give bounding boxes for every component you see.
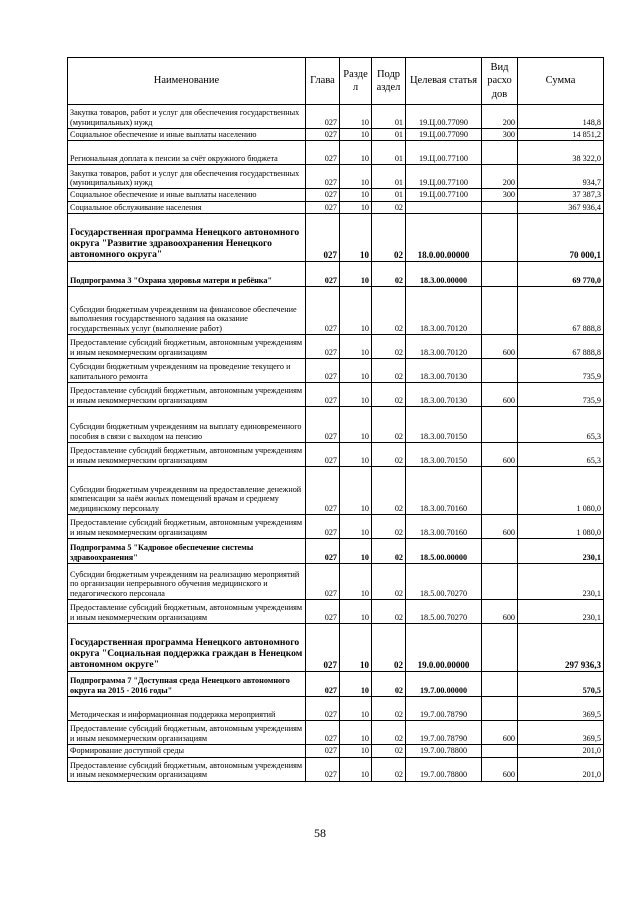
row-section: 10 <box>340 467 372 515</box>
row-chapter: 027 <box>306 189 340 201</box>
table-row <box>68 189 604 201</box>
row-type: 300 <box>482 189 518 201</box>
row-sum: 230,1 <box>518 564 604 600</box>
row-type <box>482 287 518 335</box>
row-sum: 735,9 <box>518 383 604 407</box>
row-chapter: 027 <box>306 624 340 672</box>
row-chapter: 027 <box>306 515 340 539</box>
row-type <box>482 539 518 564</box>
row-chapter: 027 <box>306 721 340 745</box>
header-sum: Сумма <box>518 58 604 105</box>
row-section: 10 <box>340 745 372 757</box>
row-type <box>482 745 518 757</box>
row-subsection: 01 <box>372 165 406 189</box>
row-target: 19.Ц.00.77090 <box>406 105 482 129</box>
row-sum: 1 080,0 <box>518 515 604 539</box>
row-chapter: 027 <box>306 359 340 383</box>
row-section: 10 <box>340 359 372 383</box>
row-type <box>482 564 518 600</box>
row-target: 18.5.00.70270 <box>406 564 482 600</box>
row-target: 19.7.00.78790 <box>406 721 482 745</box>
row-name: Предоставление субсидий бюджетным, автономным учреждениям и иным некоммерческим организациям <box>68 335 306 359</box>
row-sum: 67 888,8 <box>518 335 604 359</box>
row-chapter: 027 <box>306 539 340 564</box>
row-target: 19.7.00.00000 <box>406 672 482 697</box>
row-target: 18.0.00.00000 <box>406 214 482 262</box>
row-section: 10 <box>340 624 372 672</box>
row-name: Субсидии бюджетным учреждениям на проведение текущего и капитального ремонта <box>68 359 306 383</box>
row-sum: 230,1 <box>518 539 604 564</box>
row-sum: 37 387,3 <box>518 189 604 201</box>
header-section: Разде л <box>340 58 372 105</box>
row-name: Подпрограмма 5 "Кадровое обеспечение системы здравоохранения" <box>68 539 306 564</box>
row-chapter: 027 <box>306 129 340 141</box>
table-row <box>68 165 604 189</box>
row-name: Социальное обеспечение и иные выплаты населению <box>68 189 306 201</box>
row-sum: 148,8 <box>518 105 604 129</box>
row-type <box>482 262 518 287</box>
row-subsection: 01 <box>372 189 406 201</box>
row-name: Региональная доплата к пенсии за счёт окружного бюджета <box>68 141 306 165</box>
row-section: 10 <box>340 443 372 467</box>
row-subsection: 02 <box>372 262 406 287</box>
row-section: 10 <box>340 697 372 721</box>
row-type <box>482 467 518 515</box>
row-subsection: 02 <box>372 624 406 672</box>
row-chapter: 027 <box>306 745 340 757</box>
row-target <box>406 201 482 213</box>
row-sum: 201,0 <box>518 745 604 757</box>
row-section: 10 <box>340 189 372 201</box>
row-type: 300 <box>482 129 518 141</box>
row-name: Методическая и информационная поддержка мероприятий <box>68 697 306 721</box>
header-row <box>68 58 604 105</box>
row-name: Подпрограмма 7 "Доступная среда Ненецкого автономного округа на 2015 - 2016 годы" <box>68 672 306 697</box>
row-subsection: 02 <box>372 287 406 335</box>
row-target: 19.7.00.78790 <box>406 697 482 721</box>
table-row <box>68 539 604 564</box>
row-section: 10 <box>340 757 372 781</box>
row-chapter: 027 <box>306 165 340 189</box>
row-subsection: 02 <box>372 407 406 443</box>
row-target: 18.3.00.70160 <box>406 467 482 515</box>
row-section: 10 <box>340 672 372 697</box>
row-chapter: 027 <box>306 600 340 624</box>
row-sum: 570,5 <box>518 672 604 697</box>
table-row <box>68 745 604 757</box>
row-name: Предоставление субсидий бюджетным, автономным учреждениям и иным некоммерческим организациям <box>68 600 306 624</box>
row-chapter: 027 <box>306 443 340 467</box>
row-target: 19.Ц.00.77100 <box>406 189 482 201</box>
table-row <box>68 467 604 515</box>
row-target: 18.3.00.70120 <box>406 287 482 335</box>
header-chapter: Глава <box>306 58 340 105</box>
row-sum: 70 000,1 <box>518 214 604 262</box>
table-row <box>68 287 604 335</box>
row-section: 10 <box>340 407 372 443</box>
table-row <box>68 105 604 129</box>
row-target: 19.Ц.00.77100 <box>406 165 482 189</box>
row-subsection: 02 <box>372 600 406 624</box>
row-subsection: 02 <box>372 443 406 467</box>
row-subsection: 02 <box>372 201 406 213</box>
row-sum: 65,3 <box>518 443 604 467</box>
table-row <box>68 672 604 697</box>
row-type: 200 <box>482 105 518 129</box>
row-name: Подпрограмма 3 "Охрана здоровья матери и ребёнка" <box>68 262 306 287</box>
table-row <box>68 383 604 407</box>
row-type: 600 <box>482 443 518 467</box>
table-row <box>68 359 604 383</box>
row-name: Предоставление субсидий бюджетным, автономным учреждениям и иным некоммерческим организациям <box>68 515 306 539</box>
row-name: Субсидии бюджетным учреждениям на выплату единовременного пособия в связи с выходом на пенсию <box>68 407 306 443</box>
row-section: 10 <box>340 721 372 745</box>
row-section: 10 <box>340 262 372 287</box>
row-section: 10 <box>340 129 372 141</box>
row-target: 18.3.00.70160 <box>406 515 482 539</box>
row-chapter: 027 <box>306 467 340 515</box>
row-type: 600 <box>482 383 518 407</box>
row-type <box>482 672 518 697</box>
page-number: 58 <box>314 826 326 840</box>
table-row <box>68 262 604 287</box>
row-target: 19.Ц.00.77090 <box>406 129 482 141</box>
row-subsection: 02 <box>372 672 406 697</box>
row-chapter: 027 <box>306 262 340 287</box>
row-section: 10 <box>340 564 372 600</box>
table-row <box>68 407 604 443</box>
row-type <box>482 359 518 383</box>
row-sum: 369,5 <box>518 697 604 721</box>
row-subsection: 02 <box>372 539 406 564</box>
row-section: 10 <box>340 515 372 539</box>
row-subsection: 02 <box>372 564 406 600</box>
row-section: 10 <box>340 335 372 359</box>
row-chapter: 027 <box>306 287 340 335</box>
table-row <box>68 697 604 721</box>
row-sum: 367 936,4 <box>518 201 604 213</box>
row-type: 600 <box>482 515 518 539</box>
row-name: Предоставление субсидий бюджетным, автономным учреждениям и иным некоммерческим организациям <box>68 443 306 467</box>
row-sum: 67 888,8 <box>518 287 604 335</box>
header-type: Вид расхо дов <box>482 58 518 105</box>
row-chapter: 027 <box>306 335 340 359</box>
row-name: Предоставление субсидий бюджетным, автономным учреждениям и иным некоммерческим организациям <box>68 383 306 407</box>
row-name: Социальное обеспечение и иные выплаты населению <box>68 129 306 141</box>
row-subsection: 01 <box>372 141 406 165</box>
table-row <box>68 721 604 745</box>
table-row <box>68 335 604 359</box>
table-row <box>68 201 604 213</box>
row-subsection: 02 <box>372 721 406 745</box>
row-name: Закупка товаров, работ и услуг для обеспечения государственных (муниципальных) нужд <box>68 105 306 129</box>
table-row <box>68 564 604 600</box>
row-target: 18.3.00.70130 <box>406 359 482 383</box>
row-target: 18.5.00.00000 <box>406 539 482 564</box>
row-type <box>482 407 518 443</box>
row-name: Государственная программа Ненецкого автономного округа "Социальная поддержка граждан в Ненецком автономном округе" <box>68 624 306 672</box>
budget-table <box>67 57 604 782</box>
row-target: 18.3.00.70150 <box>406 407 482 443</box>
row-name: Предоставление субсидий бюджетным, автономным учреждениям и иным некоммерческим организациям <box>68 757 306 781</box>
row-section: 10 <box>340 287 372 335</box>
row-sum: 369,5 <box>518 721 604 745</box>
row-section: 10 <box>340 165 372 189</box>
header-target: Целевая статья <box>406 58 482 105</box>
row-section: 10 <box>340 539 372 564</box>
row-type: 200 <box>482 165 518 189</box>
row-sum: 14 851,2 <box>518 129 604 141</box>
row-subsection: 02 <box>372 745 406 757</box>
row-subsection: 02 <box>372 335 406 359</box>
row-subsection: 02 <box>372 467 406 515</box>
table-row <box>68 214 604 262</box>
table-row <box>68 600 604 624</box>
row-type <box>482 201 518 213</box>
row-sum: 38 322,0 <box>518 141 604 165</box>
row-target: 19.0.00.00000 <box>406 624 482 672</box>
row-subsection: 02 <box>372 697 406 721</box>
row-target: 18.5.00.70270 <box>406 600 482 624</box>
row-subsection: 02 <box>372 515 406 539</box>
table-row <box>68 129 604 141</box>
row-name: Субсидии бюджетным учреждениям на предоставление денежной компенсации за наём жилых помещений врачам и среднему медицинскому персоналу <box>68 467 306 515</box>
row-type <box>482 624 518 672</box>
row-chapter: 027 <box>306 105 340 129</box>
table-row <box>68 141 604 165</box>
row-sum: 230,1 <box>518 600 604 624</box>
row-name: Субсидии бюджетным учреждениям на финансовое обеспечение выполнения государственного задания на оказание государственных услуг (выполнение работ) <box>68 287 306 335</box>
row-sum: 69 770,0 <box>518 262 604 287</box>
row-sum: 735,9 <box>518 359 604 383</box>
row-subsection: 02 <box>372 383 406 407</box>
row-chapter: 027 <box>306 672 340 697</box>
row-section: 10 <box>340 141 372 165</box>
row-target: 18.3.00.70130 <box>406 383 482 407</box>
row-sum: 297 936,3 <box>518 624 604 672</box>
row-subsection: 02 <box>372 359 406 383</box>
row-sum: 65,3 <box>518 407 604 443</box>
row-chapter: 027 <box>306 407 340 443</box>
table-row <box>68 624 604 672</box>
row-target: 19.7.00.78800 <box>406 745 482 757</box>
row-type <box>482 214 518 262</box>
row-chapter: 027 <box>306 141 340 165</box>
row-sum: 201,0 <box>518 757 604 781</box>
row-chapter: 027 <box>306 757 340 781</box>
header-name: Наименование <box>68 58 306 105</box>
row-chapter: 027 <box>306 214 340 262</box>
row-subsection: 01 <box>372 129 406 141</box>
row-name: Закупка товаров, работ и услуг для обеспечения государственных (муниципальных) нужд <box>68 165 306 189</box>
row-sum: 934,7 <box>518 165 604 189</box>
table-row <box>68 443 604 467</box>
row-section: 10 <box>340 383 372 407</box>
row-name: Формирование доступной среды <box>68 745 306 757</box>
row-type <box>482 697 518 721</box>
row-section: 10 <box>340 600 372 624</box>
row-type <box>482 141 518 165</box>
row-type: 600 <box>482 335 518 359</box>
table-row <box>68 515 604 539</box>
row-target: 19.7.00.78800 <box>406 757 482 781</box>
table-row <box>68 757 604 781</box>
row-subsection: 01 <box>372 105 406 129</box>
row-chapter: 027 <box>306 383 340 407</box>
row-target: 19.Ц.00.77100 <box>406 141 482 165</box>
row-subsection: 02 <box>372 214 406 262</box>
row-target: 18.3.00.00000 <box>406 262 482 287</box>
row-chapter: 027 <box>306 564 340 600</box>
row-type: 600 <box>482 757 518 781</box>
row-name: Государственная программа Ненецкого автономного округа "Развитие здравоохранения Ненецкого автономного округа" <box>68 214 306 262</box>
row-chapter: 027 <box>306 697 340 721</box>
row-section: 10 <box>340 201 372 213</box>
header-subsection: Подр аздел <box>372 58 406 105</box>
row-name: Предоставление субсидий бюджетным, автономным учреждениям и иным некоммерческим организациям <box>68 721 306 745</box>
row-target: 18.3.00.70120 <box>406 335 482 359</box>
row-type: 600 <box>482 721 518 745</box>
row-name: Субсидии бюджетным учреждениям на реализацию мероприятий по организации непрерывного обучения медицинского и педагогического персонала <box>68 564 306 600</box>
row-target: 18.3.00.70150 <box>406 443 482 467</box>
row-type: 600 <box>482 600 518 624</box>
row-chapter: 027 <box>306 201 340 213</box>
row-section: 10 <box>340 214 372 262</box>
row-section: 10 <box>340 105 372 129</box>
row-subsection: 02 <box>372 757 406 781</box>
row-sum: 1 080,0 <box>518 467 604 515</box>
row-name: Социальное обслуживание населения <box>68 201 306 213</box>
